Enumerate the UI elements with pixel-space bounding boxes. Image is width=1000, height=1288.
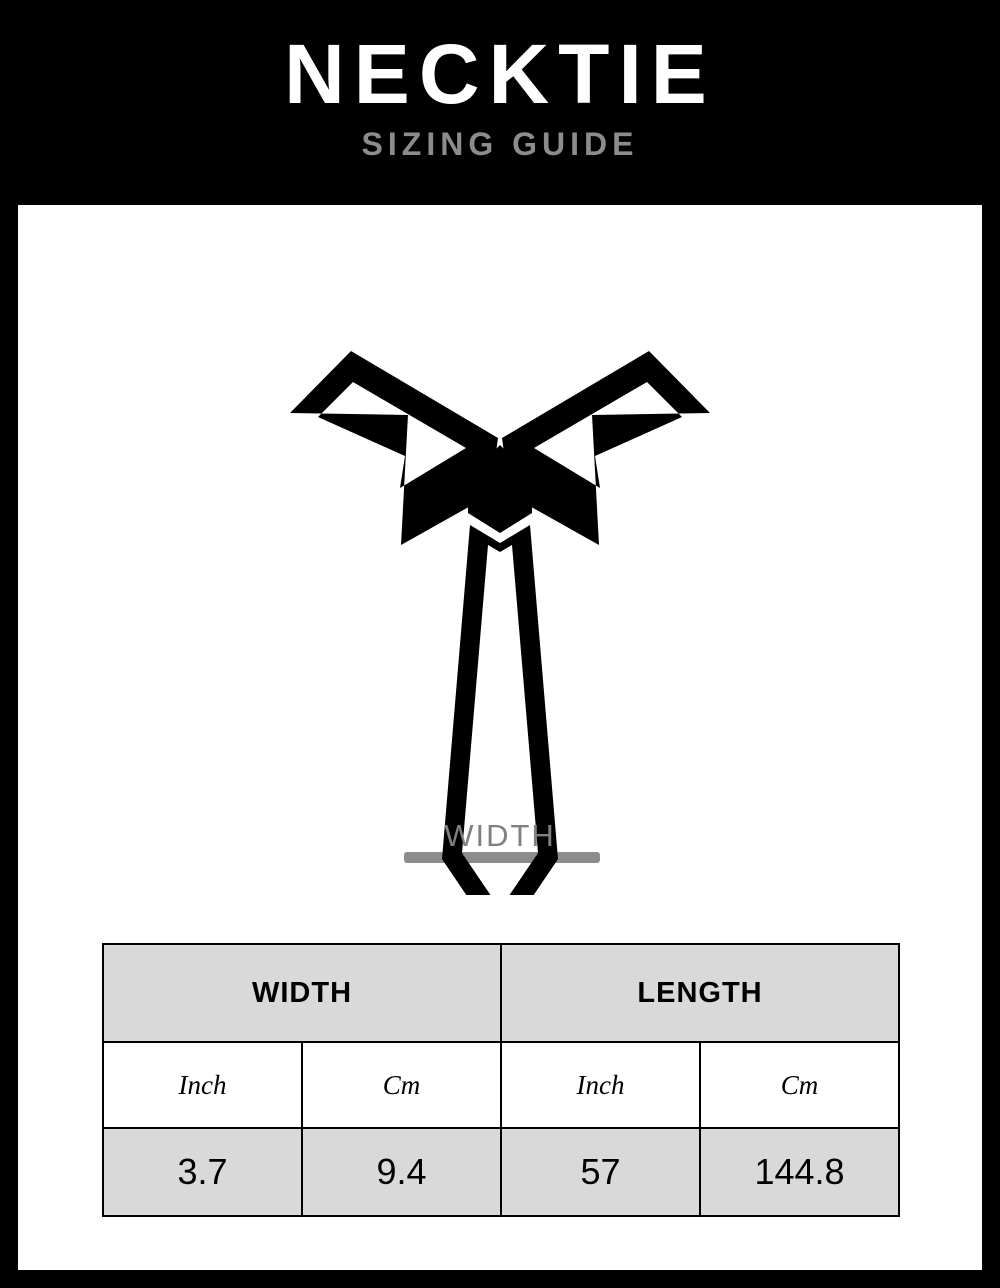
size-table-container xyxy=(102,943,898,1217)
unit-header-width-cm: Cm xyxy=(302,1042,501,1128)
value-width-cm: 9.4 xyxy=(302,1128,501,1216)
unit-header-width-inch: Inch xyxy=(103,1042,302,1128)
value-width-inch: 3.7 xyxy=(103,1128,302,1216)
value-length-inch: 57 xyxy=(501,1128,700,1216)
size-table xyxy=(102,943,900,1217)
right-collar-shape xyxy=(502,351,710,545)
unit-header-length-cm: Cm xyxy=(700,1042,899,1128)
content-card xyxy=(18,205,982,1270)
page-subtitle: SIZING GUIDE xyxy=(361,126,639,162)
left-collar-shape xyxy=(290,351,498,545)
group-header-width: WIDTH xyxy=(103,944,501,1042)
group-header-length: LENGTH xyxy=(501,944,899,1042)
necktie-icon xyxy=(18,245,982,895)
table-row-group-headers xyxy=(103,944,899,1042)
value-length-cm: 144.8 xyxy=(700,1128,899,1216)
page-title: NECKTIE xyxy=(284,27,716,121)
table-row-values xyxy=(103,1128,899,1216)
header-band xyxy=(0,0,1000,205)
unit-header-length-inch: Inch xyxy=(501,1042,700,1128)
table-row-unit-headers xyxy=(103,1042,899,1128)
width-annotation-label: WIDTH xyxy=(444,818,556,853)
